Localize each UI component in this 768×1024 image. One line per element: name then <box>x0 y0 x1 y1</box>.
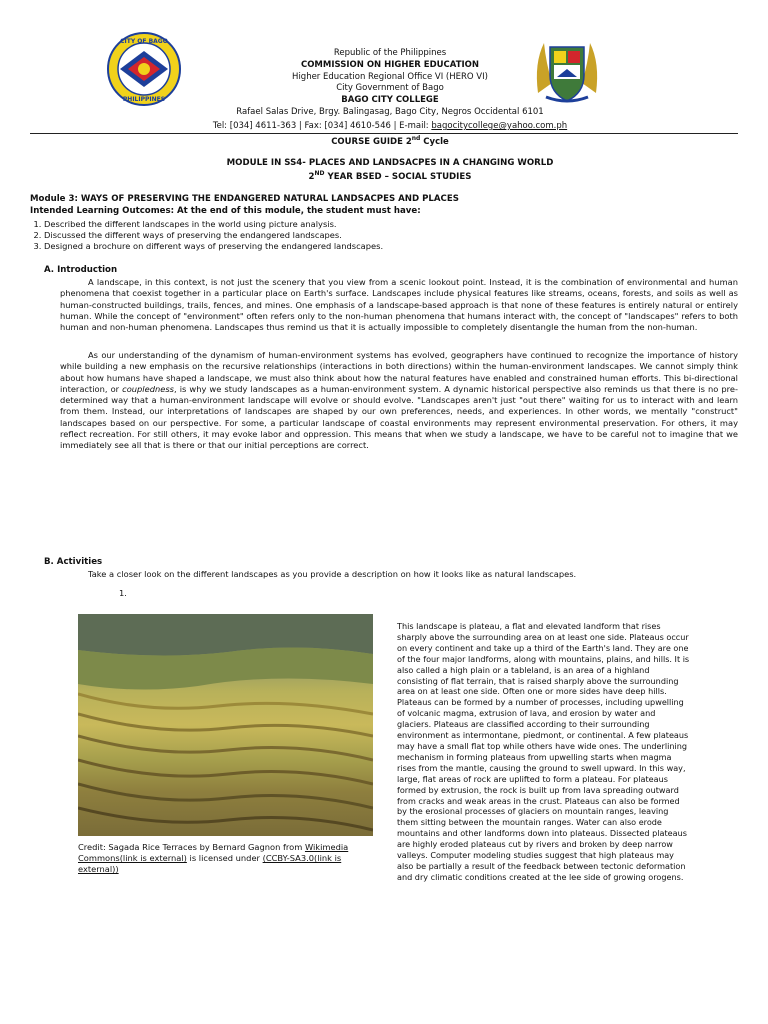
landscape-description: This landscape is plateau, a flat and elevated landform that rises sharply above the surrounding area on at least one side. Plateaus occur on every continent and take up a third of the Earth's land. They are one of the four major landforms, along with mountains, plains, and hills. It is also called a high plain or a tableland, is an area of a highland consisting of flat terrain, that is raised sharply above the surrounding area on at least one side. Often one or more sides have deep hills. Plateaus can be formed by a number of processes, including upwelling of volcanic magma, extrusion of lava, and erosion by water and glaciers. Plateaus are classified according to their surrounding environment as intermontane, piedmont, or continental. A few plateaus may have a small flat top while others have wide ones. The underlining mechanism in forming plateaus from upwelling starts when magma rises from the mantle, causing the ground to swell upward. In this way, large, flat areas of rock are uplifted to form a plateau. For plateaus formed by extrusion, the rock is built up from lava spreading outward from cracks and weak areas in the crust. Plateaus can also be formed by the erosional processes of glaciers on mountain ranges, leaving them sitting between the mountain ranges. Water can also erode mountains and other landforms down into plateaus. Dissected plateaus are highly eroded plateaus cut by rivers and broken by deep narrow valleys. Computer modeling studies suggest that high plateaus may also be partially a result of the feedback between tectonic deformation and dry climatic conditions created at the lee side of growing orogens. <box>397 621 690 882</box>
contact-prefix: Tel: [034] 4611-363 | Fax: [034] 4610-546 | E-mail: <box>212 121 432 131</box>
contact-line <box>120 121 660 131</box>
module-subtitle <box>190 170 590 182</box>
module-title: MODULE IN SS4- PLACES AND LANDSACPES IN A CHANGING WORLD <box>226 158 554 168</box>
header-line1: Republic of the Philippines <box>333 48 447 58</box>
svg-text:PHILIPPINES: PHILIPPINES <box>122 96 166 103</box>
intro-heading: A. Introduction <box>44 265 118 275</box>
license-link[interactable]: (CCBY-SA3.0(link is external)) <box>78 853 342 875</box>
module-subtitle-sup: ND <box>314 170 325 177</box>
course-guide-cycle: Cycle <box>420 136 449 147</box>
ilo-heading: Intended Learning Outcomes: At the end of this module, the student must have: <box>30 206 421 216</box>
wikimedia-link[interactable]: Wikimedia Commons(link is external) <box>78 842 349 864</box>
activity-item-number: 1. <box>119 588 127 598</box>
svg-text:CITY OF BAGO: CITY OF BAGO <box>120 38 168 45</box>
header-line2: COMMISSION ON HIGHER EDUCATION <box>300 59 480 70</box>
letterhead <box>190 48 590 119</box>
outcomes-list <box>22 219 722 253</box>
module-heading: Module 3: WAYS OF PRESERVING THE ENDANGERED NATURAL LANDSACPES AND PLACES <box>30 194 459 204</box>
email-link[interactable]: bagocitycollege@yahoo.com.ph <box>431 121 568 131</box>
outcome-item: 2. Discussed the different ways of preserving the endangered landscapes. <box>44 230 722 241</box>
header-line6: Rafael Salas Drive, Brgy. Balingasag, Bago City, Negros Occidental 6101 <box>236 106 544 117</box>
module-subtitle-b: YEAR BSED – SOCIAL STUDIES <box>324 171 472 182</box>
outcome-item: 1. Described the different landscapes in the world using picture analysis. <box>44 219 722 230</box>
activities-heading: B. Activities <box>44 557 103 567</box>
course-guide-text: COURSE GUIDE 2 <box>331 136 412 147</box>
intro-paragraph-1: A landscape, in this context, is not just the scenery that you view from a scenic lookout point. Instead, it is the combination of environmental and human phenomena that coexist together in a particular place on Earth's surface. Landscapes include physical features like streams, oceans, forests, and soils as well as human-constructed buildings, trails, fences, and mines. One emphasis of a landscape-based approach is that none of these features is entirely natural or entirely human. While the concept of "environment" often refers only to the non-human phenomena that humans interact with, the concept of "landscapes" refers to both human and non-human phenomena. Landscapes thus remind us that it is actually impossible to completely disentangle the human from the non-human. <box>60 277 738 333</box>
course-guide <box>190 135 590 147</box>
intro-p2-a: As our understanding of the dynamism of human-environment systems has evolved, geographers have continued to recognize the importance of history while building a new emphasis on the recursive relationships (interactions in both directions) within the human-environment landscapes. We cannot simply think about how humans have shaped a landscape, we must also think about how the natural features have enabled and constrained human efforts. This bi-directional interaction, or <box>60 350 738 394</box>
intro-paragraph-2 <box>60 350 738 452</box>
intro-p2-italic: coupledness <box>122 383 174 394</box>
city-of-bago-seal <box>106 31 182 107</box>
credit-text-b: is licensed under <box>186 853 263 864</box>
module-subtitle-a: 2 <box>308 171 315 182</box>
intro-p2-b: , is why we study landscapes as a human-environment system. A dynamic historical perspective also reminds us that there is no pre-determined way that a human-environment landscape will evolve or should evolve. "Landscapes aren't just "out there" waiting for us to interact with and learn from them. Instead, our interpretations of landscapes are shaped by our own preferences, needs, and experiences. In other words, we mentally "construct" landscapes based on our perspective. For some, a particular landscape of coastal environments may represent environmental preservation. For others, it may reflect recreation. For still others, it may evoke labor and oppression. This means that when we study a landscape, we have to be careful not to imagine that we immediately see all that is there or that our initial perceptions are correct. <box>60 383 738 451</box>
sagada-rice-terraces-photo <box>78 614 373 836</box>
header-line3: Higher Education Regional Office VI (HERO VI) <box>292 71 488 82</box>
outcome-item: 3. Designed a brochure on different ways of preserving the endangered landscapes. <box>44 241 722 252</box>
course-guide-sup: nd <box>411 135 421 142</box>
header-line5: BAGO CITY COLLEGE <box>341 95 439 106</box>
photo-credit <box>78 842 383 876</box>
activities-instruction: Take a closer look on the different landscapes as you provide a description on how it looks like as natural landscapes. <box>88 569 577 579</box>
header-line4: City Government of Bago <box>336 83 444 94</box>
header-divider <box>30 133 738 134</box>
credit-text-a: Credit: Sagada Rice Terraces by Bernard Gagnon from <box>78 842 305 852</box>
